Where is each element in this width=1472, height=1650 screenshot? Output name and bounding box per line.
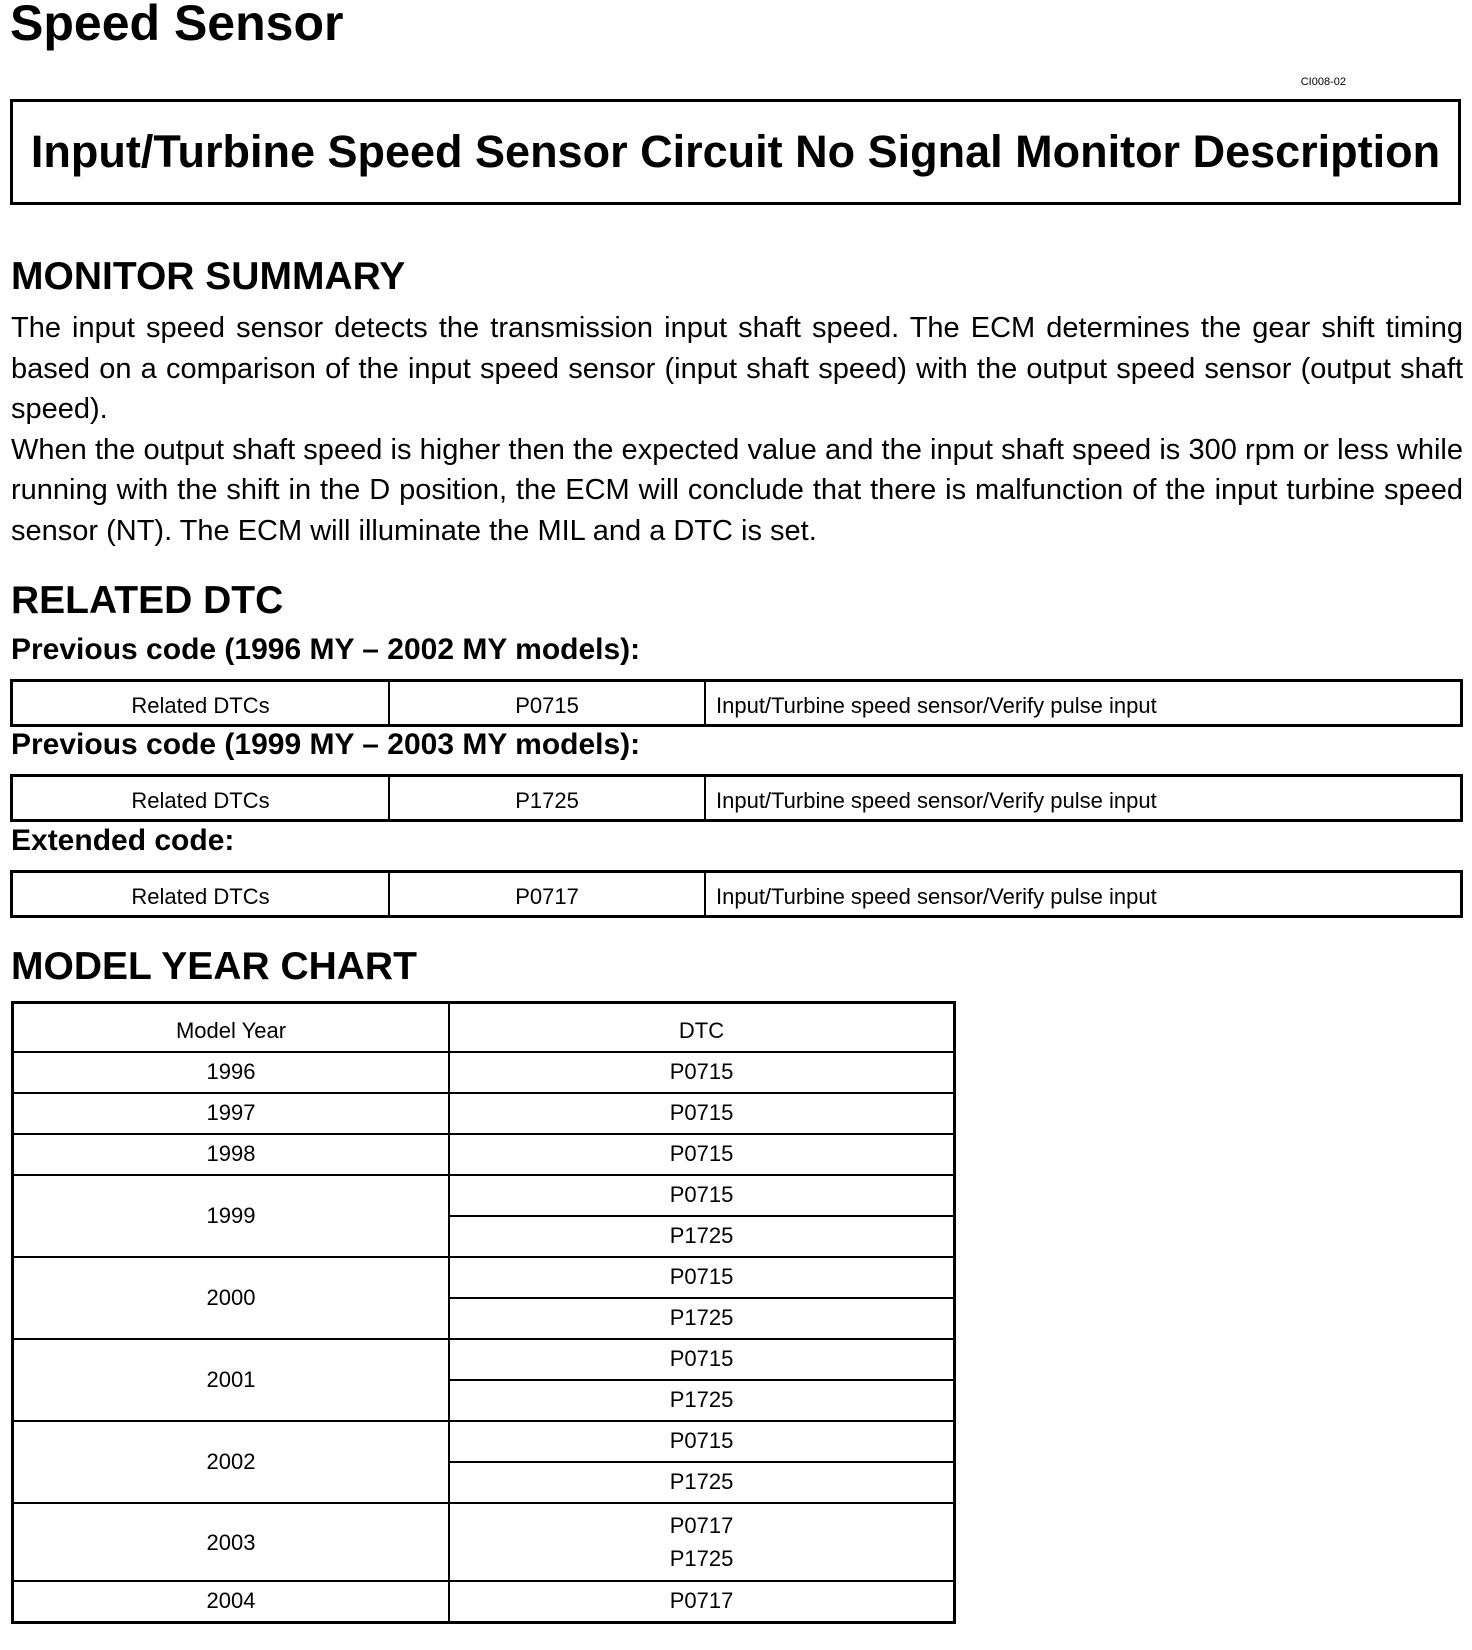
dtc-code: P0717 [669, 1513, 734, 1538]
related-dtc-table [10, 679, 1463, 727]
dtc-group-label: Previous code (1999 MY – 2003 MY models): [11, 728, 641, 761]
column-header-model-year: Model Year [13, 1003, 450, 1053]
year-cell: 1996 [13, 1052, 450, 1093]
document-id: CI008-02 [1300, 76, 1346, 88]
dtc-group-label: Previous code (1996 MY – 2002 MY models): [11, 633, 641, 666]
dtc-label-cell: Related DTCs [12, 776, 390, 821]
dtc-code-cell: P0717 [389, 872, 705, 917]
dtc-cell: P0715 [449, 1052, 955, 1093]
related-dtc-table [10, 870, 1463, 918]
dtc-cell: P1725 [449, 1216, 955, 1257]
table-row [13, 1134, 955, 1175]
table-row [12, 681, 1462, 726]
dtc-description-cell: Input/Turbine speed sensor/Verify pulse input [705, 872, 1462, 917]
monitor-summary-heading: MONITOR SUMMARY [11, 255, 406, 298]
year-cell: 1998 [13, 1134, 450, 1175]
table-row [13, 1339, 955, 1380]
table-row [13, 1175, 955, 1216]
table-row [13, 1257, 955, 1298]
monitor-summary-text [11, 308, 1463, 551]
dtc-cell [449, 1503, 955, 1581]
year-cell: 2000 [13, 1257, 450, 1339]
table-header-row [13, 1003, 955, 1053]
dtc-cell: P1725 [449, 1298, 955, 1339]
dtc-code: P1725 [669, 1546, 734, 1571]
year-cell: 2004 [13, 1581, 450, 1623]
dtc-cell: P0715 [449, 1257, 955, 1298]
page-title: Speed Sensor [10, 0, 344, 51]
dtc-cell: P0715 [449, 1093, 955, 1134]
table-row [13, 1421, 955, 1462]
related-dtc-heading: RELATED DTC [11, 579, 284, 622]
dtc-cell: P0715 [449, 1134, 955, 1175]
dtc-cell: P1725 [449, 1462, 955, 1503]
dtc-description-cell: Input/Turbine speed sensor/Verify pulse input [705, 681, 1462, 726]
monitor-title-box: Input/Turbine Speed Sensor Circuit No Signal Monitor Description [10, 99, 1461, 205]
year-cell: 1999 [13, 1175, 450, 1257]
table-row [13, 1503, 955, 1581]
summary-paragraph: The input speed sensor detects the transmission input shaft speed. The ECM determines the gear shift timing based on a comparison of the input speed sensor (input shaft speed) with the output speed sensor (output shaft speed). [11, 312, 1463, 425]
model-year-chart-heading: MODEL YEAR CHART [11, 945, 417, 988]
dtc-label-cell: Related DTCs [12, 872, 390, 917]
dtc-cell: P0715 [449, 1421, 955, 1462]
dtc-cell: P0715 [449, 1339, 955, 1380]
table-row [13, 1052, 955, 1093]
dtc-group-label: Extended code: [11, 824, 235, 857]
dtc-cell: P0717 [449, 1581, 955, 1623]
related-dtc-table [10, 774, 1463, 822]
dtc-label-cell: Related DTCs [12, 681, 390, 726]
dtc-cell: P0715 [449, 1175, 955, 1216]
column-header-dtc: DTC [449, 1003, 955, 1053]
dtc-code-cell: P0715 [389, 681, 705, 726]
year-cell: 1997 [13, 1093, 450, 1134]
dtc-cell: P1725 [449, 1380, 955, 1421]
dtc-code-cell: P1725 [389, 776, 705, 821]
dtc-description-cell: Input/Turbine speed sensor/Verify pulse input [705, 776, 1462, 821]
year-cell: 2003 [13, 1503, 450, 1581]
table-row [13, 1093, 955, 1134]
table-row [12, 776, 1462, 821]
table-row [12, 872, 1462, 917]
model-year-table [11, 1001, 956, 1624]
year-cell: 2002 [13, 1421, 450, 1503]
year-cell: 2001 [13, 1339, 450, 1421]
table-row [13, 1581, 955, 1623]
summary-paragraph: When the output shaft speed is higher then the expected value and the input shaft speed is 300 rpm or less while running with the shift in the D position, the ECM will conclude that there is malfunction of the input turbine speed sensor (NT). The ECM will illuminate the MIL and a DTC is set. [11, 433, 1463, 547]
